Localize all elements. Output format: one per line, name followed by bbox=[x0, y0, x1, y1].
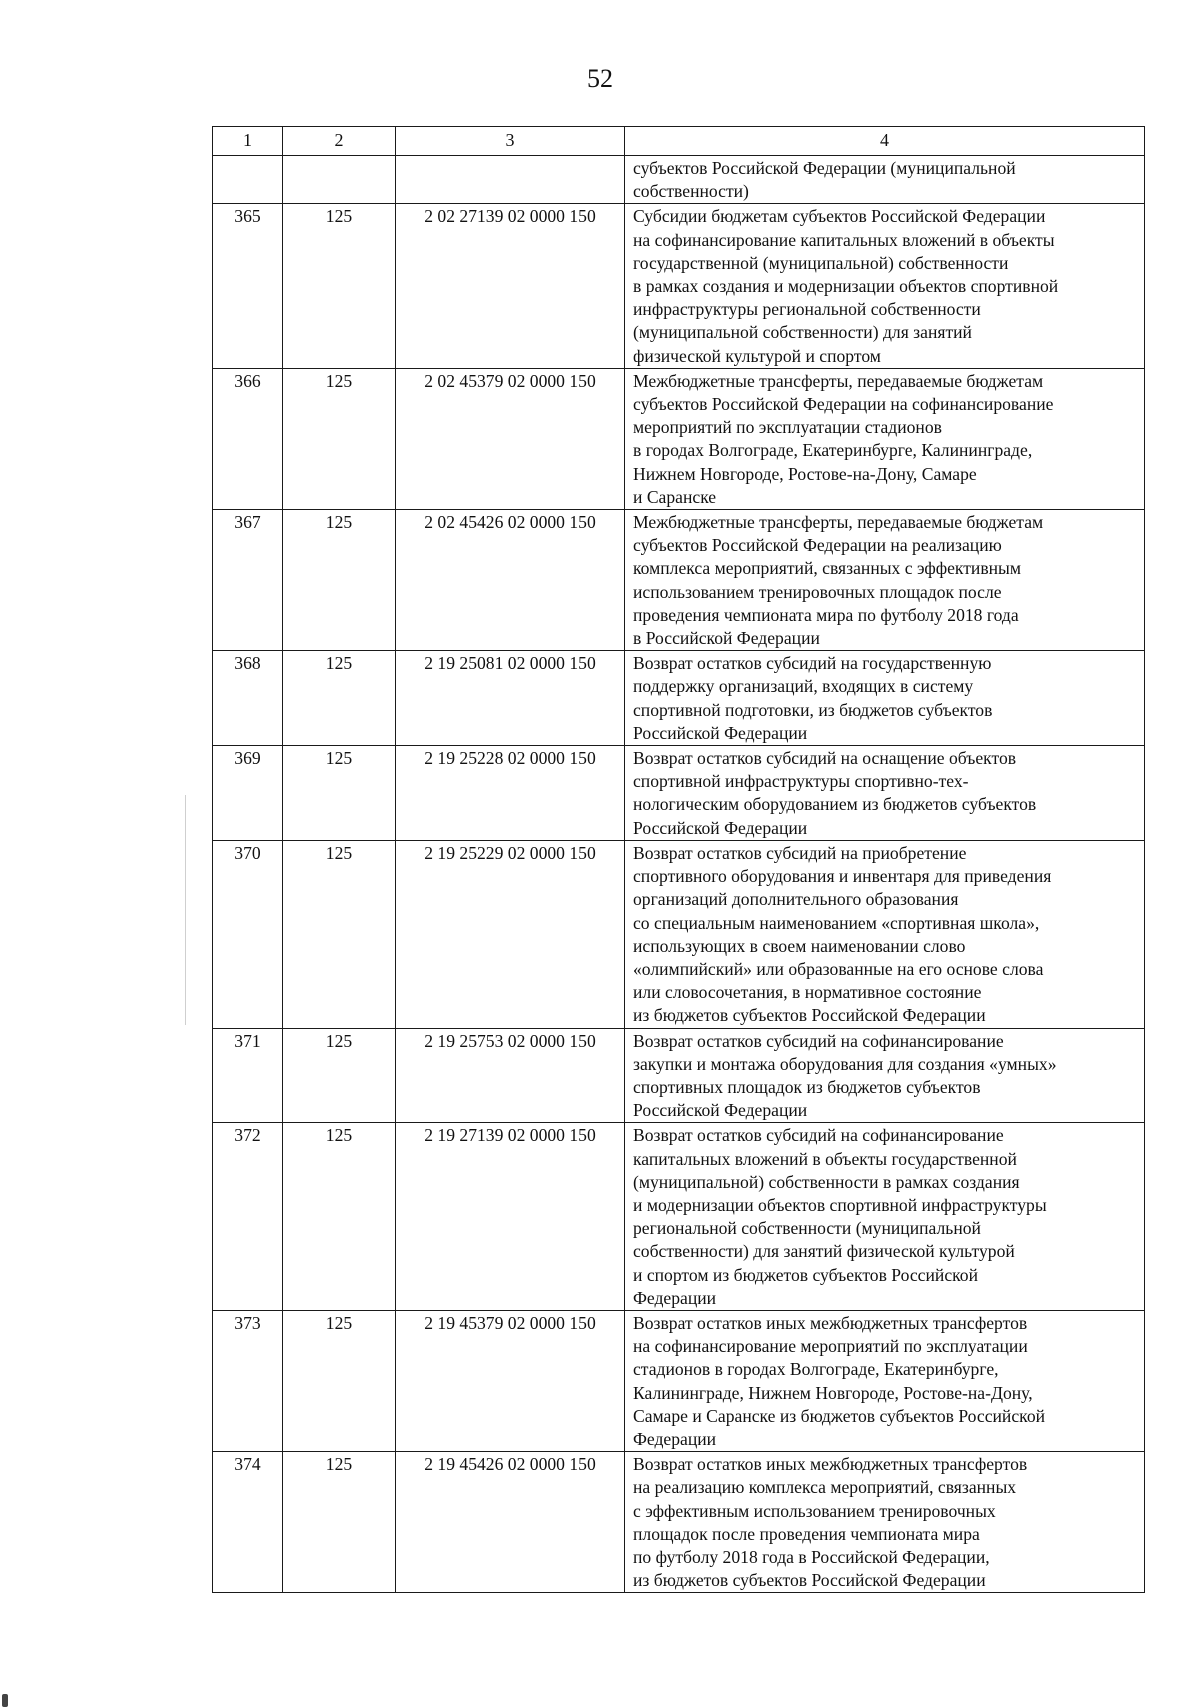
row-number-cell: 365 bbox=[213, 204, 283, 368]
table-header-row bbox=[213, 127, 1145, 156]
description-line: на реализацию комплекса мероприятий, связанных bbox=[633, 1477, 1017, 1498]
description-line: закупки и монтажа оборудования для создания «умных» bbox=[633, 1053, 1057, 1074]
budget-classification-code-cell: 2 02 27139 02 0000 150 bbox=[396, 204, 625, 368]
admin-code-cell: 125 bbox=[283, 746, 396, 841]
row-number-cell: 374 bbox=[213, 1452, 283, 1593]
description-line: в рамках создания и модернизации объектов спортивной bbox=[633, 276, 1059, 297]
margin-scan-line bbox=[185, 795, 186, 1025]
description-line: Межбюджетные трансферты, передаваемые бюджетам bbox=[633, 512, 1044, 533]
table-row bbox=[213, 1028, 1145, 1123]
description-line: субъектов Российской Федерации на софинансирование bbox=[633, 394, 1054, 415]
description-line: стадионов в городах Волгограде, Екатеринбурге, bbox=[633, 1359, 999, 1380]
description-line: площадок после проведения чемпионата мира bbox=[633, 1523, 980, 1544]
budget-classification-code-cell: 2 19 25229 02 0000 150 bbox=[396, 840, 625, 1028]
description-line: на софинансирование капитальных вложений в объекты bbox=[633, 229, 1055, 250]
description-line: субъектов Российской Федерации (муниципальной bbox=[633, 158, 1016, 178]
table-body bbox=[213, 156, 1145, 1593]
income-description-cell bbox=[625, 1452, 1145, 1593]
table-row bbox=[213, 651, 1145, 746]
description-line: поддержку организаций, входящих в систему bbox=[633, 676, 974, 697]
admin-code-cell: 125 bbox=[283, 1310, 396, 1451]
budget-classification-code-cell: 2 19 25081 02 0000 150 bbox=[396, 651, 625, 746]
description-line: в городах Волгограде, Екатеринбурге, Калининграде, bbox=[633, 440, 1033, 461]
description-line: использующих в своем наименовании слово bbox=[633, 935, 966, 956]
description-line: физической культурой и спортом bbox=[633, 345, 881, 366]
row-number-cell: 367 bbox=[213, 510, 283, 651]
description-line: из бюджетов субъектов Российской Федерации bbox=[633, 1570, 986, 1591]
budget-classification-code-cell: 2 19 45426 02 0000 150 bbox=[396, 1452, 625, 1593]
description-line: собственности) для занятий физической культурой bbox=[633, 1241, 1015, 1262]
budget-codes-table bbox=[212, 126, 1145, 1593]
description-line: региональной собственности (муниципальной bbox=[633, 1218, 981, 1239]
income-description-cell bbox=[625, 840, 1145, 1028]
description-line: Нижнем Новгороде, Ростове-на-Дону, Самаре bbox=[633, 463, 977, 484]
description-line: Самаре и Саранске из бюджетов субъектов Российской bbox=[633, 1405, 1046, 1426]
description-line: нологическим оборудованием из бюджетов субъектов bbox=[633, 794, 1037, 815]
description-line: или словосочетания, в нормативное состояние bbox=[633, 982, 982, 1003]
table-row bbox=[213, 510, 1145, 651]
description-line: спортивных площадок из бюджетов субъектов bbox=[633, 1076, 981, 1097]
description-line: (муниципальной собственности) для занятий bbox=[633, 322, 972, 343]
page-number-container bbox=[0, 64, 1200, 94]
admin-code-cell: 125 bbox=[283, 840, 396, 1028]
description-line: на софинансирование мероприятий по эксплуатации bbox=[633, 1336, 1028, 1357]
row-number-cell: 368 bbox=[213, 651, 283, 746]
table-row bbox=[213, 1123, 1145, 1311]
description-line: субъектов Российской Федерации на реализацию bbox=[633, 535, 1002, 556]
description-line: спортивного оборудования и инвентаря для приведения bbox=[633, 866, 1052, 887]
income-description-cell bbox=[625, 1310, 1145, 1451]
table-row bbox=[213, 368, 1145, 509]
description-line: комплекса мероприятий, связанных с эффективным bbox=[633, 558, 1022, 579]
description-line: Калининграде, Нижнем Новгороде, Ростове-на-Дону, bbox=[633, 1382, 1033, 1403]
budget-classification-code-cell: 2 19 27139 02 0000 150 bbox=[396, 1123, 625, 1311]
table-row bbox=[213, 1452, 1145, 1593]
description-line: (муниципальной) собственности в рамках создания bbox=[633, 1171, 1020, 1192]
description-line: из бюджетов субъектов Российской Федерации bbox=[633, 1005, 986, 1026]
description-line: Российской Федерации bbox=[633, 722, 808, 743]
admin-code-cell: 125 bbox=[283, 1123, 396, 1311]
header-col-1: 1 bbox=[213, 127, 283, 156]
description-line: капитальных вложений в объекты государственной bbox=[633, 1148, 1017, 1169]
income-description-cell bbox=[625, 651, 1145, 746]
description-line: «олимпийский» или образованные на его основе слова bbox=[633, 958, 1044, 979]
row-number-cell bbox=[213, 156, 283, 204]
admin-code-cell: 125 bbox=[283, 368, 396, 509]
admin-code-cell: 125 bbox=[283, 1452, 396, 1593]
table-row bbox=[213, 204, 1145, 368]
budget-classification-code-cell: 2 19 25753 02 0000 150 bbox=[396, 1028, 625, 1123]
description-line: инфраструктуры региональной собственности bbox=[633, 299, 981, 320]
table-row bbox=[213, 156, 1145, 204]
header-col-2: 2 bbox=[283, 127, 396, 156]
row-number-cell: 371 bbox=[213, 1028, 283, 1123]
budget-classification-code-cell: 2 19 45379 02 0000 150 bbox=[396, 1310, 625, 1451]
income-description-cell bbox=[625, 1028, 1145, 1123]
admin-code-cell: 125 bbox=[283, 651, 396, 746]
description-line: и спортом из бюджетов субъектов Российской bbox=[633, 1264, 979, 1285]
budget-classification-code-cell: 2 19 25228 02 0000 150 bbox=[396, 746, 625, 841]
header-col-3: 3 bbox=[396, 127, 625, 156]
row-number-cell: 370 bbox=[213, 840, 283, 1028]
table-row bbox=[213, 840, 1145, 1028]
description-line: Субсидии бюджетам субъектов Российской Федерации bbox=[633, 206, 1046, 227]
description-line: Возврат остатков субсидий на приобретение bbox=[633, 842, 967, 863]
description-line: организаций дополнительного образования bbox=[633, 889, 959, 910]
description-line: собственности) bbox=[633, 181, 749, 202]
description-line: Возврат остатков субсидий на софинансирование bbox=[633, 1125, 1004, 1146]
admin-code-cell bbox=[283, 156, 396, 204]
description-line: Возврат остатков субсидий на государственную bbox=[633, 653, 992, 674]
row-number-cell: 373 bbox=[213, 1310, 283, 1451]
description-line: и модернизации объектов спортивной инфраструктуры bbox=[633, 1194, 1047, 1215]
description-line: спортивной подготовки, из бюджетов субъектов bbox=[633, 699, 993, 720]
header-col-4: 4 bbox=[625, 127, 1145, 156]
income-description-cell bbox=[625, 156, 1145, 204]
budget-classification-code-cell bbox=[396, 156, 625, 204]
description-line: Возврат остатков субсидий на оснащение объектов bbox=[633, 748, 1017, 769]
budget-classification-code-cell: 2 02 45379 02 0000 150 bbox=[396, 368, 625, 509]
description-line: Российской Федерации bbox=[633, 817, 808, 838]
description-line: и Саранске bbox=[633, 486, 717, 507]
row-number-cell: 366 bbox=[213, 368, 283, 509]
description-line: государственной (муниципальной) собственности bbox=[633, 252, 1009, 273]
description-line: использованием тренировочных площадок после bbox=[633, 581, 1002, 602]
row-number-cell: 369 bbox=[213, 746, 283, 841]
description-line: с эффективным использованием тренировочных bbox=[633, 1500, 996, 1521]
description-line: Российской Федерации bbox=[633, 1100, 808, 1121]
admin-code-cell: 125 bbox=[283, 204, 396, 368]
description-line: Федерации bbox=[633, 1428, 717, 1449]
row-number-cell: 372 bbox=[213, 1123, 283, 1311]
income-description-cell bbox=[625, 1123, 1145, 1311]
description-line: Возврат остатков иных межбюджетных трансфертов bbox=[633, 1312, 1028, 1333]
description-line: проведения чемпионата мира по футболу 2018 года bbox=[633, 604, 1019, 625]
income-description-cell bbox=[625, 510, 1145, 651]
income-description-cell bbox=[625, 746, 1145, 841]
description-line: по футболу 2018 года в Российской Федерации, bbox=[633, 1546, 990, 1567]
description-line: в Российской Федерации bbox=[633, 628, 820, 649]
description-line: Федерации bbox=[633, 1287, 717, 1308]
income-description-cell bbox=[625, 204, 1145, 368]
description-line: Возврат остатков субсидий на софинансирование bbox=[633, 1030, 1004, 1051]
table-row bbox=[213, 746, 1145, 841]
admin-code-cell: 125 bbox=[283, 510, 396, 651]
income-description-cell bbox=[625, 368, 1145, 509]
page-number: 52 bbox=[587, 64, 613, 93]
description-line: мероприятий по эксплуатации стадионов bbox=[633, 417, 942, 438]
budget-classification-code-cell: 2 02 45426 02 0000 150 bbox=[396, 510, 625, 651]
description-line: со специальным наименованием «спортивная школа», bbox=[633, 912, 1040, 933]
description-line: спортивной инфраструктуры спортивно-тех- bbox=[633, 771, 969, 792]
admin-code-cell: 125 bbox=[283, 1028, 396, 1123]
scan-corner-mark bbox=[2, 1694, 8, 1707]
table-row bbox=[213, 1310, 1145, 1451]
description-line: Межбюджетные трансферты, передаваемые бюджетам bbox=[633, 370, 1044, 391]
description-line: Возврат остатков иных межбюджетных трансфертов bbox=[633, 1454, 1028, 1475]
